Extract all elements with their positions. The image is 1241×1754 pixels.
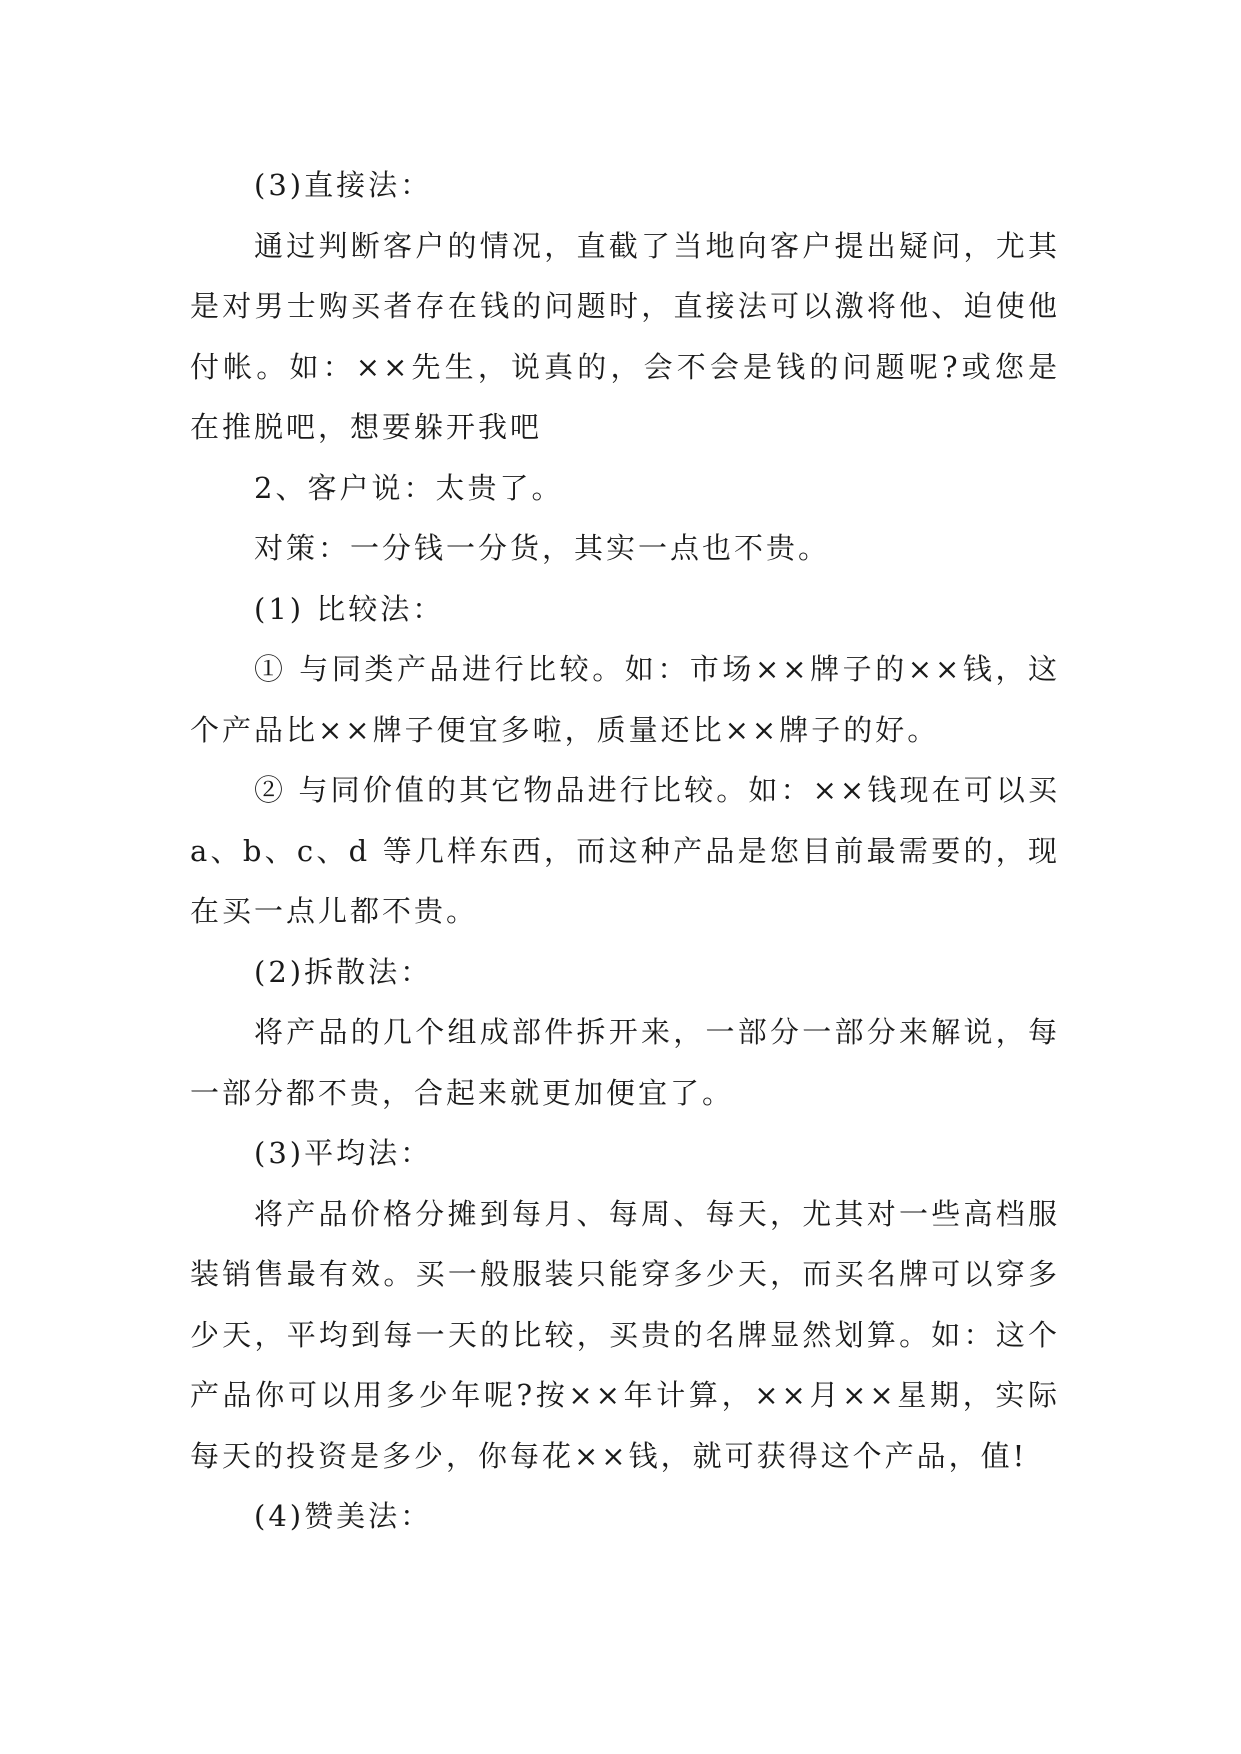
document-body xyxy=(190,155,1060,1547)
heading-split-method: (2)拆散法： xyxy=(254,954,433,989)
heading-praise-method: (4)赞美法： xyxy=(254,1499,433,1533)
paragraph-comparison-2: ② 与同价值的其它物品进行比较。如：××钱现在可以买 a、b、c、d 等几样东西，而这种产品是您目前最需要的，现在买一点儿都不贵。 xyxy=(190,773,1060,928)
paragraph-split-method: 将产品的几个组成部件拆开来，一部分一部分来解说，每一部分都不贵，合起来就更加便宜了。 xyxy=(190,1015,1060,1110)
heading-comparison-method: (1) 比较法： xyxy=(254,591,445,626)
heading-direct-method: (3)直接法： xyxy=(254,168,433,202)
paragraph-comparison-1: ① 与同类产品进行比较。如：市场××牌子的××钱，这个产品比××牌子便宜多啦，质量还比××牌子的好。 xyxy=(190,652,1060,747)
paragraph-direct-method: 通过判断客户的情况，直截了当地向客户提出疑问，尤其是对男士购买者存在钱的问题时，直接法可以激将他、迫使他付帐。如：××先生，说真的，会不会是钱的问题呢?或您是在推脱吧，想要躲开我吧 xyxy=(190,228,1060,444)
paragraph-average-method: 将产品价格分摊到每月、每周、每天，尤其对一些高档服装销售最有效。买一般服装只能穿多少天，而买名牌可以穿多少天，平均到每一天的比较，买贵的名牌显然划算。如：这个产品你可以用多少年呢?按××年计算，××月××星期，实际每天的投资是多少，你每花××钱，就可获得这个产品，值! xyxy=(190,1196,1060,1473)
heading-too-expensive: 2、客户说：太贵了。 xyxy=(254,470,564,505)
heading-average-method: (3)平均法： xyxy=(254,1136,433,1170)
paragraph-strategy: 对策：一分钱一分货，其实一点也不贵。 xyxy=(254,531,831,565)
